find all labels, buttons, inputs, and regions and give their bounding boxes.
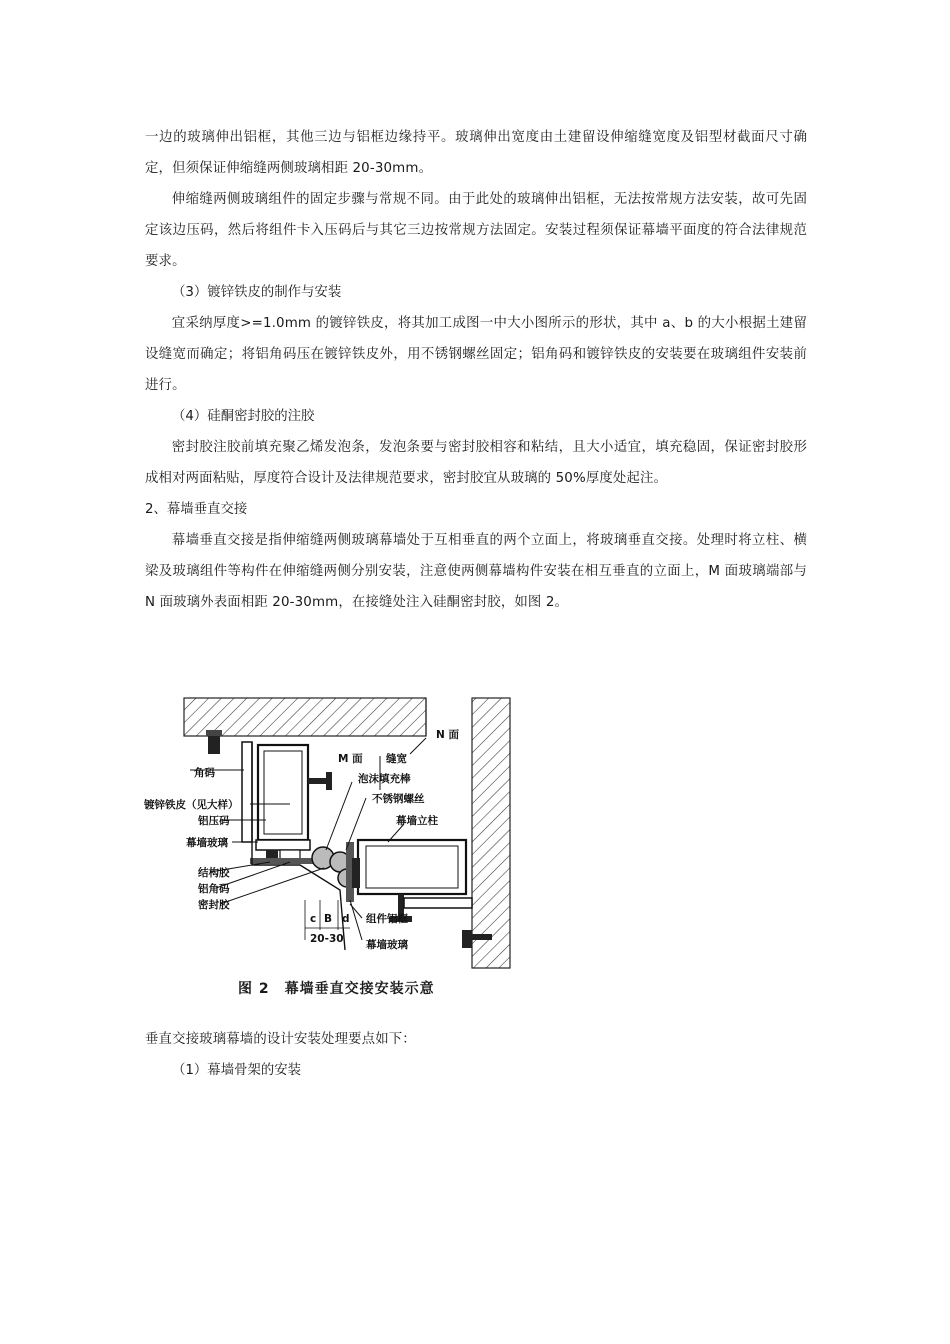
paragraph-glass-extension: 一边的玻璃伸出铝框，其他三边与铝框边缘持平。玻璃伸出宽度由土建留设伸缩缝宽度及铝型材截面尺寸确定，但须保证伸缩缝两侧玻璃相距 20-30mm。 — [145, 130, 807, 176]
label-sealant: 密封胶 — [198, 899, 230, 911]
paragraph-sealant: 密封胶注胶前填充聚乙烯发泡条，发泡条要与密封胶相容和粘结，且大小适宜，填充稳固，保证密封胶形成相对两面粘贴，厚度符合设计及法律规范要求，密封胶宜从玻璃的 50%厚度处起注。 — [145, 440, 807, 486]
paragraph-key-points: 垂直交接玻璃幕墙的设计安装处理要点如下： — [145, 1032, 416, 1047]
right-mullion — [358, 840, 466, 894]
figure-caption: 图 2 幕墙垂直交接安装示意 — [238, 981, 435, 997]
label-structural-glue: 结构胶 — [198, 867, 230, 879]
paragraph-vertical-junction: 幕墙垂直交接是指伸缩缝两侧玻璃幕墙处于互相垂直的两个立面上，将玻璃垂直交接。处理时将立柱、横梁及玻璃组件等构件在伸缩缝两侧分别安装，注意使两侧幕墙构件安装在相互垂直的立面上，M 面玻璃端部与 N 面玻璃外表面相距 20-30mm，在接缝处注入硅酮密封胶，如图 2。 — [145, 533, 807, 610]
label-dim-range: 20-30 — [310, 933, 344, 945]
label-n-face: N 面 — [436, 729, 459, 741]
subheading-sealant: （4）硅酮密封胶的注胶 — [172, 409, 315, 424]
subheading-frame-installation: （1）幕墙骨架的安装 — [172, 1063, 302, 1078]
label-corner-code: 角码 — [194, 767, 215, 779]
label-dim-d: d — [342, 913, 350, 925]
right-concrete-wall — [472, 698, 510, 968]
top-anchor-bolt — [208, 736, 220, 754]
paragraph-fixing-steps: 伸缩缝两侧玻璃组件的固定步骤与常规不同。由于此处的玻璃伸出铝框，无法按常规方法安装，故可先固定该边压码，然后将组件卡入压码后与其它三边按常规方法固定。安装过程须保证幕墙平面度的符合法律规范要求。 — [145, 192, 807, 269]
diagram-svg — [140, 690, 520, 1010]
label-stainless-screw: 不锈钢螺丝 — [372, 793, 425, 805]
subheading-galvanized-sheet: （3）镀锌铁皮的制作与安装 — [172, 285, 342, 300]
label-foam-rod: 泡沫填充棒 — [358, 773, 411, 785]
label-glass-right: 幕墙玻璃 — [366, 939, 408, 951]
label-m-face: M 面 — [338, 753, 363, 765]
label-gap-width: 缝宽 — [386, 753, 407, 765]
label-glass-left: 幕墙玻璃 — [186, 837, 228, 849]
label-mullion: 幕墙立柱 — [396, 815, 438, 827]
label-aluminum-corner: 铝角码 — [198, 883, 230, 895]
label-galvanized-sheet: 镀锌铁皮（见大样） — [144, 799, 239, 811]
figure-vertical-junction-diagram — [140, 690, 520, 1010]
paragraph-galvanized-sheet: 宜采纳厚度>=1.0mm 的镀锌铁皮，将其加工成图一中大小图所示的形状，其中 a、b 的大小根据土建留设缝宽而确定；将铝角码压在镀锌铁皮外，用不锈钢螺丝固定；铝角码和镀锌铁皮的安装要在玻璃组件安装前进行。 — [145, 316, 807, 393]
section-heading-vertical-junction: 2、幕墙垂直交接 — [145, 502, 248, 517]
left-glass-panel — [250, 858, 318, 864]
label-dim-c: c — [310, 913, 317, 925]
label-frame: 组件铝框 — [366, 913, 408, 925]
right-anchor-bolt — [462, 930, 472, 948]
left-mullion — [258, 745, 308, 840]
label-dim-b: B — [324, 913, 333, 925]
label-aluminum-press: 铝压码 — [198, 815, 230, 827]
